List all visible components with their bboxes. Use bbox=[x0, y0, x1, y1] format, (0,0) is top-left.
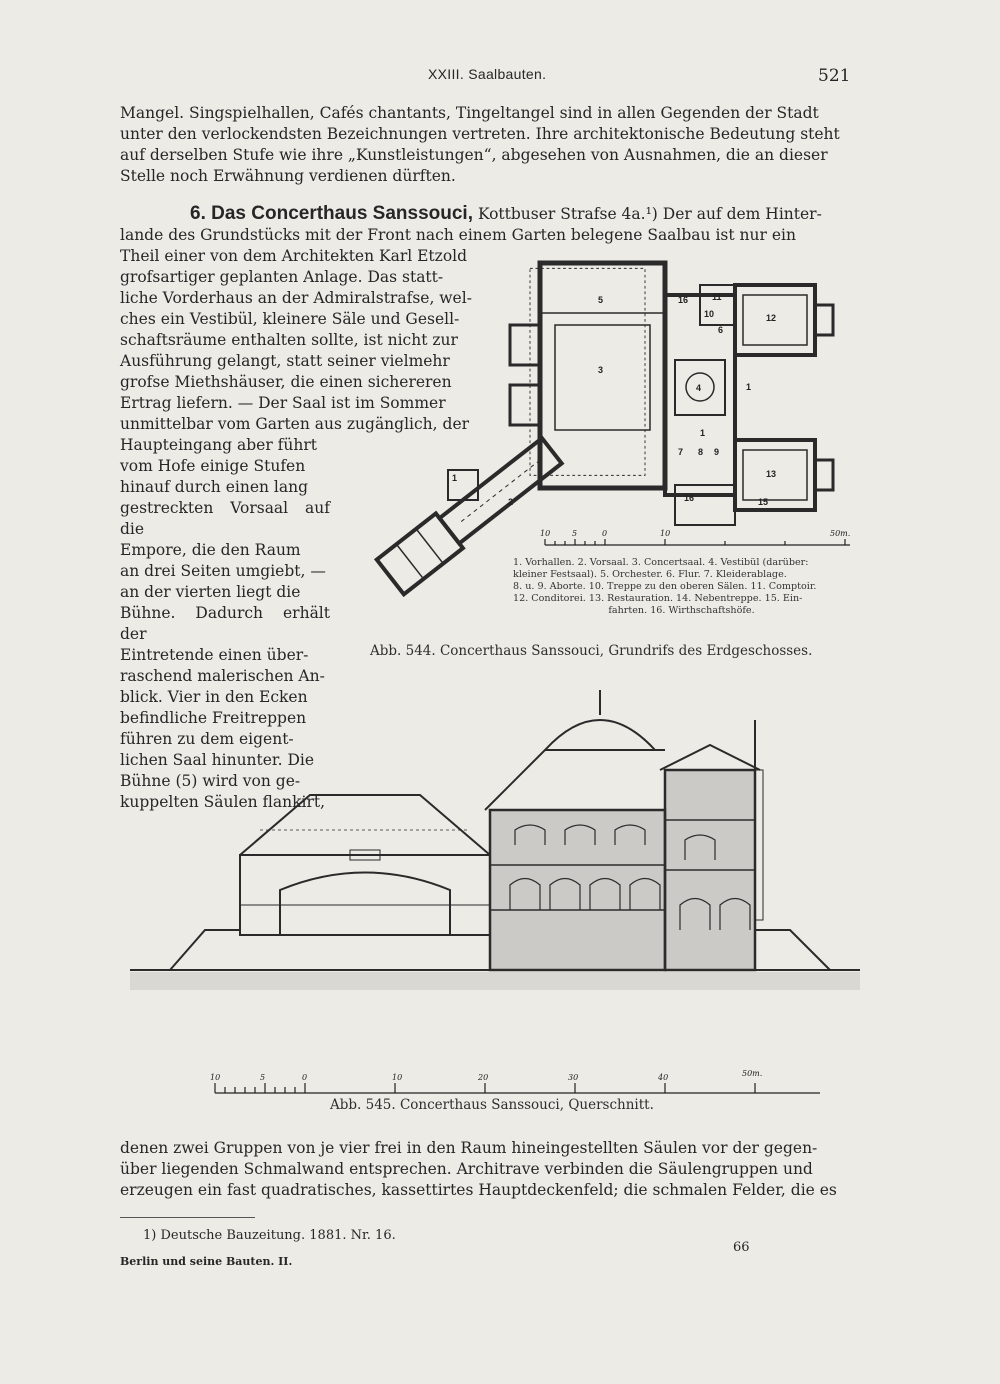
para2-line: unmittelbar vom Garten aus zugänglich, der bbox=[120, 415, 470, 433]
legend-line: 1. Vorhallen. 2. Vorsaal. 3. Concertsaal. 4. Vestibül (darüber: bbox=[513, 557, 809, 568]
room-label: 7 bbox=[678, 447, 684, 457]
para2-line: lichen Saal hinunter. Die bbox=[120, 751, 315, 769]
scale-label: 40 bbox=[658, 1073, 669, 1082]
scale-label: 50m. bbox=[742, 1069, 763, 1078]
scale-label: 0 bbox=[602, 529, 608, 538]
para2-line: an der vierten liegt die bbox=[120, 583, 301, 601]
para1-line: Mangel. Singspielhallen, Cafés chantants, Tingeltangel sind in allen Gegenden der Stadt bbox=[120, 104, 819, 122]
section-heading: 6. Das Concerthaus Sanssouci, bbox=[190, 203, 473, 224]
figure-544-caption: Abb. 544. Concerthaus Sanssouci, Grundrifs des Erdgeschosses. bbox=[370, 643, 813, 659]
cross-section-drawing bbox=[130, 680, 860, 1095]
legend-line: 8. u. 9. Aborte. 10. Treppe zu den oberen Sälen. 11. Comptoir. bbox=[513, 581, 817, 592]
footnote-rule bbox=[120, 1217, 255, 1218]
section-heading-line bbox=[120, 202, 850, 226]
legend-line: kleiner Festsaal). 5. Orchester. 6. Flur. 7. Kleiderablage. bbox=[513, 569, 787, 580]
signature-mark: 66 bbox=[733, 1240, 750, 1255]
imprint: Berlin und seine Bauten. II. bbox=[120, 1255, 293, 1268]
para1-line: auf derselben Stufe wie ihre „Kunstleistungen“, abgesehen von Ausnahmen, die an dieser bbox=[120, 146, 828, 164]
scale-label: 0 bbox=[302, 1073, 308, 1082]
para2-line: lande des Grundstücks mit der Front nach einem Garten belegene Saalbau ist nur ein bbox=[120, 226, 796, 244]
scale-label: 10 bbox=[392, 1073, 403, 1082]
para2-line: grofsartiger geplanten Anlage. Das statt- bbox=[120, 268, 444, 286]
room-label: 16 bbox=[684, 493, 695, 503]
para2-line: Empore, die den Raum bbox=[120, 541, 301, 559]
para3-line: erzeugen ein fast quadratisches, kassettirtes Hauptdeckenfeld; die schmalen Felder, die es bbox=[120, 1181, 837, 1199]
room-label: 10 bbox=[704, 309, 715, 319]
paragraph-3 bbox=[120, 1138, 850, 1201]
room-label: 16 bbox=[678, 295, 689, 305]
para2-line: Bühne. Dadurch erhält der bbox=[120, 604, 330, 643]
para2-line: befindliche Freitreppen bbox=[120, 709, 307, 727]
para2-line: Ausführung gelangt, statt seiner vielmehr bbox=[120, 352, 450, 370]
room-label: 1 bbox=[700, 428, 706, 438]
scale-label: 20 bbox=[478, 1073, 489, 1082]
floor-plan-drawing bbox=[340, 255, 860, 600]
room-label: 1 bbox=[746, 382, 752, 392]
scale-label: 50m. bbox=[830, 529, 851, 538]
para2-line: Eintretende einen über- bbox=[120, 646, 309, 664]
para2-line: an drei Seiten umgiebt, — bbox=[120, 562, 326, 580]
room-label: 1 bbox=[452, 473, 458, 483]
legend-line: fahrten. 16. Wirthschaftshöfe. bbox=[608, 605, 755, 616]
paragraph-2-full bbox=[120, 225, 850, 246]
para2-line: vom Hofe einige Stufen bbox=[120, 457, 306, 475]
room-label: 4 bbox=[696, 383, 702, 393]
room-label: 5 bbox=[598, 295, 604, 305]
paragraph-1 bbox=[120, 103, 850, 187]
floor-plan-legend bbox=[513, 557, 850, 617]
running-title: XXIII. Saalbauten. bbox=[428, 66, 547, 82]
scale-label: 10 bbox=[540, 529, 551, 538]
scale-label: 5 bbox=[260, 1073, 266, 1082]
para2-line: hinauf durch einen lang bbox=[120, 478, 309, 496]
para2-line: ches ein Vestibül, kleinere Säle und Gesell- bbox=[120, 310, 460, 328]
room-label: 13 bbox=[766, 469, 777, 479]
para2-line: raschend malerischen An- bbox=[120, 667, 325, 685]
para2-line: Bühne (5) wird von ge- bbox=[120, 772, 301, 790]
page-number: 521 bbox=[818, 66, 851, 86]
para2-line: kuppelten Säulen flankirt, bbox=[120, 793, 326, 811]
legend-line: 12. Conditorei. 13. Restauration. 14. Nebentreppe. 15. Ein- bbox=[513, 593, 803, 604]
para2-line: blick. Vier in den Ecken bbox=[120, 688, 308, 706]
room-label: 8 bbox=[698, 447, 704, 457]
para2-line: führen zu dem eigent- bbox=[120, 730, 294, 748]
figure-545-caption: Abb. 545. Concerthaus Sanssouci, Querschnitt. bbox=[330, 1097, 654, 1113]
heading-rest: Kottbuser Strafse 4a.¹) Der auf dem Hinter- bbox=[477, 205, 822, 223]
room-label: 12 bbox=[766, 313, 777, 323]
scale-label: 10 bbox=[660, 529, 671, 538]
para2-line: schaftsräume enthalten sollte, ist nicht zur bbox=[120, 331, 458, 349]
scale-label: 10 bbox=[210, 1073, 221, 1082]
para3-line: über liegenden Schmalwand entsprechen. Architrave verbinden die Säulengruppen und bbox=[120, 1160, 813, 1178]
footnote: 1) Deutsche Bauzeitung. 1881. Nr. 16. bbox=[143, 1228, 396, 1243]
room-label: 3 bbox=[598, 365, 604, 375]
para3-line: denen zwei Gruppen von je vier frei in den Raum hineingestellten Säulen vor der gegen- bbox=[120, 1139, 818, 1157]
para2-line: Theil einer von dem Architekten Karl Etzold bbox=[120, 247, 468, 265]
room-label: 6 bbox=[718, 325, 724, 335]
para1-line: unter den verlockendsten Bezeichnungen vertreten. Ihre architektonische Bedeutung steht bbox=[120, 125, 840, 143]
scale-label: 5 bbox=[572, 529, 578, 538]
room-label: 2 bbox=[508, 497, 514, 507]
room-label: 9 bbox=[714, 447, 720, 457]
para2-line: Haupteingang aber führt bbox=[120, 436, 318, 454]
room-label: 11 bbox=[712, 292, 722, 302]
para1-line: Stelle noch Erwähnung verdienen dürften. bbox=[120, 167, 456, 185]
para2-line: grofse Miethshäuser, die einen sichereren bbox=[120, 373, 452, 391]
para2-line: liche Vorderhaus an der Admiralstrafse, wel- bbox=[120, 289, 472, 307]
room-label: 15 bbox=[758, 497, 769, 507]
para2-line: gestreckten Vorsaal auf die bbox=[120, 499, 330, 538]
para2-line: Ertrag liefern. — Der Saal ist im Sommer bbox=[120, 394, 446, 412]
scale-label: 30 bbox=[568, 1073, 579, 1082]
